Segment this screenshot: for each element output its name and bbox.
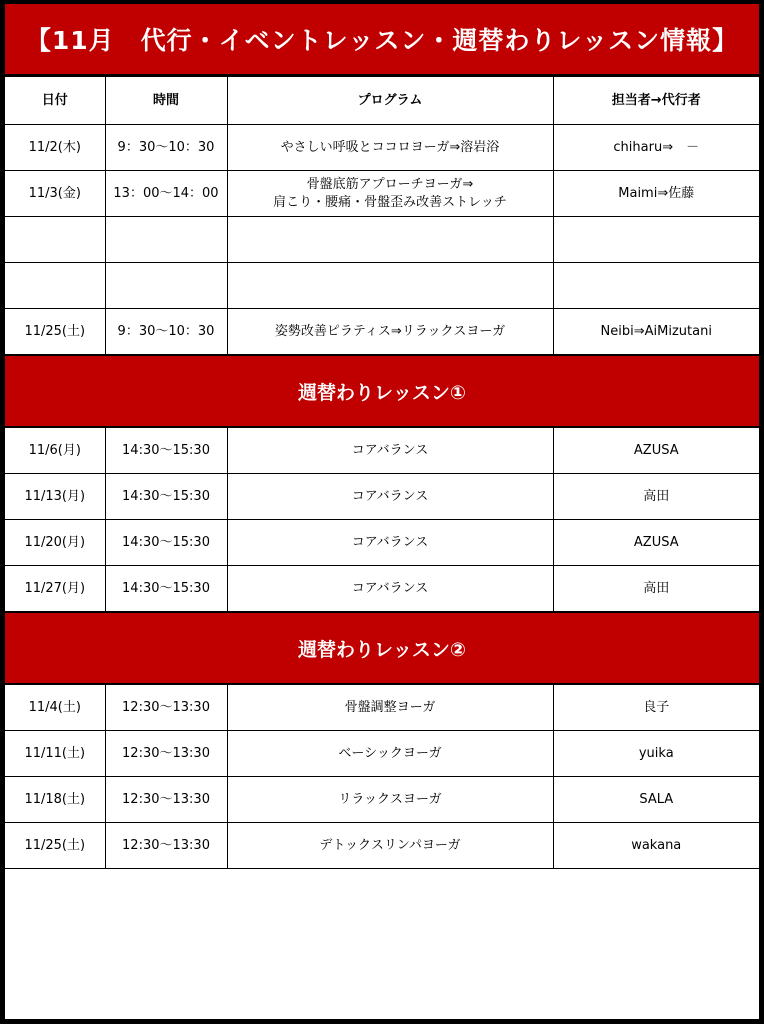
- weekly-lesson-2-table: [5, 684, 759, 869]
- table-row: [5, 217, 759, 263]
- cell-program: [227, 171, 553, 217]
- cell-instructor: AZUSA: [553, 520, 759, 566]
- cell-instructor: 高田: [553, 474, 759, 520]
- cell-instructor: Maimi⇒佐藤: [553, 171, 759, 217]
- cell-date: [5, 263, 105, 309]
- cell-instructor: chiharu⇒ －: [553, 125, 759, 171]
- table-header-row: [5, 77, 759, 125]
- cell-instructor: AZUSA: [553, 428, 759, 474]
- cell-time: 14:30～15:30: [105, 566, 227, 612]
- cell-instructor: yuika: [553, 731, 759, 777]
- cell-program: コアバランス: [227, 428, 553, 474]
- cell-program: リラックスヨーガ: [227, 777, 553, 823]
- weekly-lesson-2-heading: 週替わりレッスン②: [5, 612, 759, 684]
- weekly-lesson-1-heading: 週替わりレッスン①: [5, 355, 759, 427]
- table-row: [5, 777, 759, 823]
- table-row: [5, 263, 759, 309]
- cell-program: [227, 125, 553, 171]
- cell-date: 11/6(月): [5, 428, 105, 474]
- cell-date: 11/2(木): [5, 125, 105, 171]
- cell-date: 11/11(土): [5, 731, 105, 777]
- cell-time: 9：30～10：30: [105, 309, 227, 355]
- cell-time: 14:30～15:30: [105, 428, 227, 474]
- cell-time: 12:30～13:30: [105, 823, 227, 869]
- table-row: [5, 171, 759, 217]
- cell-program: [227, 263, 553, 309]
- schedule-sheet: [3, 2, 761, 1021]
- header-instructor: 担当者→代行者: [553, 77, 759, 125]
- table-row: [5, 474, 759, 520]
- table-row: [5, 823, 759, 869]
- cell-time: 13：00～14：00: [105, 171, 227, 217]
- cell-instructor: 良子: [553, 685, 759, 731]
- cell-instructor: [553, 217, 759, 263]
- cell-time: 12:30～13:30: [105, 731, 227, 777]
- cell-instructor: wakana: [553, 823, 759, 869]
- table-row: [5, 428, 759, 474]
- cell-time: 9：30～10：30: [105, 125, 227, 171]
- weekly-lesson-1-table: [5, 427, 759, 612]
- program-line: やさしい呼吸とココロヨーガ⇒溶岩浴: [280, 139, 500, 155]
- cell-date: 11/13(月): [5, 474, 105, 520]
- cell-date: 11/4(土): [5, 685, 105, 731]
- cell-instructor: [553, 263, 759, 309]
- cell-program: デトックスリンパヨーガ: [227, 823, 553, 869]
- table-row: [5, 685, 759, 731]
- cell-time: 14:30～15:30: [105, 474, 227, 520]
- cell-program: 姿勢改善ピラティス⇒リラックスヨーガ: [227, 309, 553, 355]
- table-row: [5, 520, 759, 566]
- cell-time: 12:30～13:30: [105, 685, 227, 731]
- header-time: 時間: [105, 77, 227, 125]
- cell-date: 11/25(土): [5, 823, 105, 869]
- cell-date: 11/3(金): [5, 171, 105, 217]
- cell-instructor: SALA: [553, 777, 759, 823]
- cell-time: [105, 217, 227, 263]
- cell-program: ベーシックヨーガ: [227, 731, 553, 777]
- table-row: [5, 309, 759, 355]
- substitute-lessons-table: [5, 76, 759, 355]
- cell-program: [227, 217, 553, 263]
- cell-time: 14:30～15:30: [105, 520, 227, 566]
- program-line: 骨盤底筋アプローチヨーガ⇒: [306, 176, 474, 192]
- cell-date: 11/20(月): [5, 520, 105, 566]
- cell-time: 12:30～13:30: [105, 777, 227, 823]
- table-row: [5, 566, 759, 612]
- header-program: プログラム: [227, 77, 553, 125]
- table-row: [5, 731, 759, 777]
- cell-program: コアバランス: [227, 566, 553, 612]
- cell-time: [105, 263, 227, 309]
- table-row: [5, 125, 759, 171]
- cell-instructor: 高田: [553, 566, 759, 612]
- cell-program: 骨盤調整ヨーガ: [227, 685, 553, 731]
- program-line: 肩こり・腰痛・骨盤歪み改善ストレッチ: [273, 194, 507, 210]
- cell-program: コアバランス: [227, 520, 553, 566]
- header-date: 日付: [5, 77, 105, 125]
- cell-instructor: Neibi⇒AiMizutani: [553, 309, 759, 355]
- cell-program: コアバランス: [227, 474, 553, 520]
- cell-date: 11/18(土): [5, 777, 105, 823]
- cell-date: 11/27(月): [5, 566, 105, 612]
- page-title: 【11月 代行・イベントレッスン・週替わりレッスン情報】: [5, 4, 759, 76]
- cell-date: 11/25(土): [5, 309, 105, 355]
- cell-date: [5, 217, 105, 263]
